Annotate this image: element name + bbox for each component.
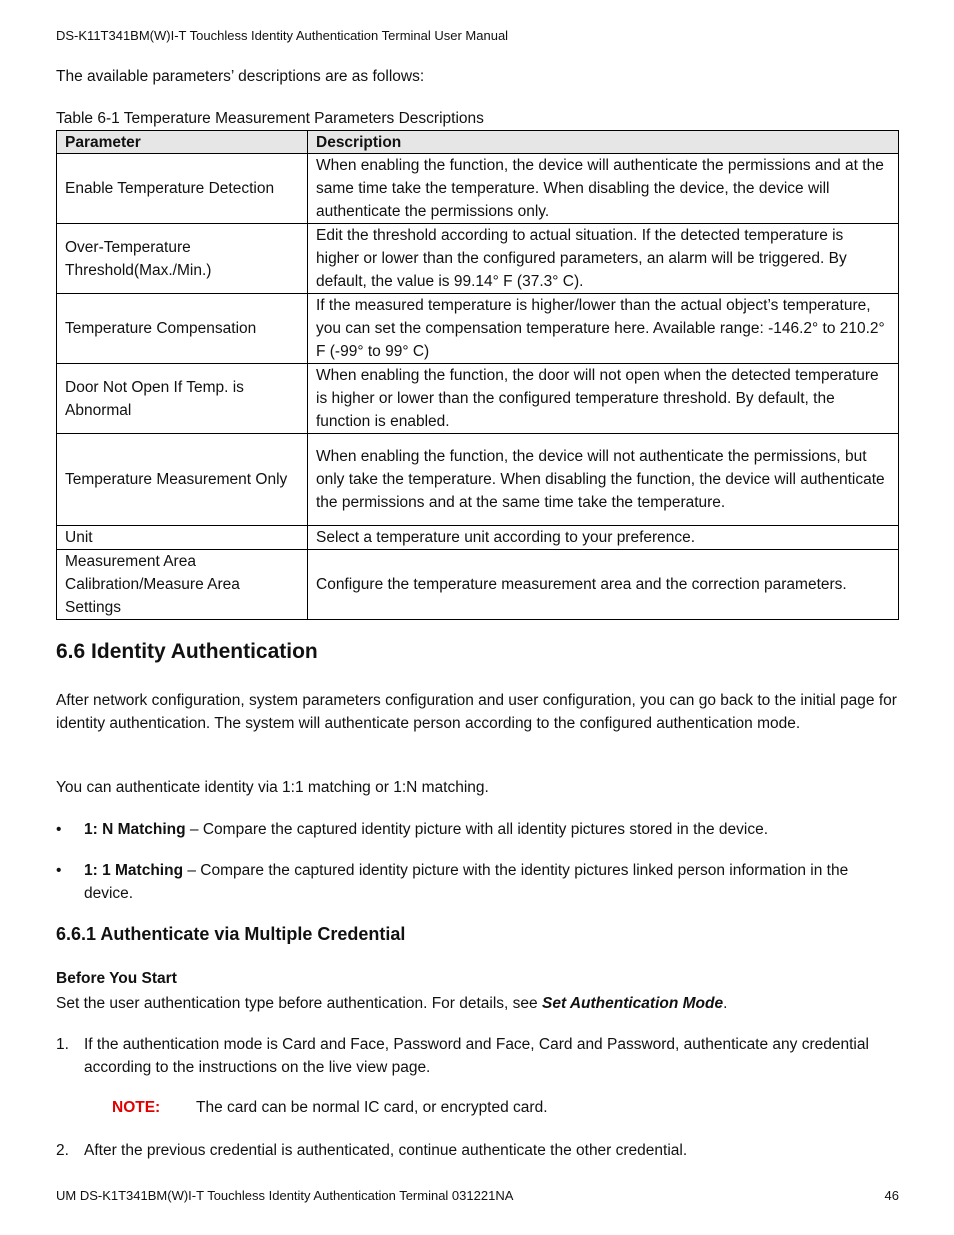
bullet-icon: • (56, 862, 62, 879)
page-number: 46 (884, 1188, 899, 1203)
table-row (57, 550, 899, 620)
section-title: 6.6 Identity Authentication (56, 640, 318, 663)
bullet-description: – Compare the captured identity picture with all identity pictures stored in the device. (185, 821, 769, 838)
note-text: The card can be normal IC card, or encrypted card. (196, 1099, 548, 1116)
table-row (57, 294, 899, 364)
param-cell: Unit (57, 526, 308, 550)
table-row (57, 364, 899, 434)
subsection-title: 6.6.1 Authenticate via Multiple Credential (56, 924, 406, 944)
intro-text: The available parameters’ descriptions are as follows: (56, 68, 425, 85)
table-row (57, 434, 899, 526)
desc-cell: If the measured temperature is higher/lower than the actual object’s temperature, you can set the compensation temperature here. Available range: -146.2° to 210.2° F (-99° to 99° C) (308, 294, 899, 364)
table-header-row (57, 131, 899, 154)
note-label: NOTE: (112, 1099, 161, 1116)
bullet-description: – Compare the captured identity picture with the identity pictures linked person information in the device. (84, 862, 849, 902)
param-cell: Door Not Open If Temp. is Abnormal (57, 364, 308, 434)
param-cell: Enable Temperature Detection (57, 154, 308, 224)
step-number: 2. (56, 1142, 69, 1159)
bullet-text (84, 859, 884, 905)
param-cell: Temperature Measurement Only (57, 434, 308, 526)
step-text: After the previous credential is authenticated, continue authenticate the other credential. (84, 1142, 688, 1159)
table-row (57, 224, 899, 294)
param-cell: Temperature Compensation (57, 294, 308, 364)
page-header: DS-K11T341BM(W)I-T Touchless Identity Authentication Terminal User Manual (56, 28, 509, 43)
bullet-term: 1: N Matching (84, 821, 186, 838)
bullet-term: 1: 1 Matching (84, 862, 184, 879)
parameters-table (56, 130, 899, 620)
header-parameter: Parameter (57, 131, 308, 154)
before-you-start-text (56, 992, 901, 1015)
bullet-icon: • (56, 821, 62, 838)
table-row (57, 154, 899, 224)
before-text-end: . (723, 995, 728, 1012)
authentication-mode-link[interactable]: Set Authentication Mode (541, 995, 724, 1012)
section-paragraph-1: After network configuration, system parameters configuration and user configuration, you can go back to the initial page for identity authentication. The system will authenticate person according to the configured authentication mode. (56, 692, 897, 732)
desc-cell: Select a temperature unit according to your preference. (308, 526, 899, 550)
section-paragraph-2: You can authenticate identity via 1:1 matching or 1:N matching. (56, 779, 489, 796)
desc-cell: When enabling the function, the device will not authenticate the permissions, but only take the temperature. When disabling the function, the device will authenticate the permissions and at the same time take the temperature. (308, 434, 899, 526)
param-cell: Measurement Area Calibration/Measure Area Settings (57, 550, 308, 620)
desc-cell: When enabling the function, the door will not open when the detected temperature is higher or lower than the configured temperature threshold. By default, the function is enabled. (308, 364, 899, 434)
note (112, 1099, 548, 1117)
param-cell: Over-Temperature Threshold(Max./Min.) (57, 224, 308, 294)
before-text: Set the user authentication type before authentication. For details, see (56, 995, 542, 1012)
table-caption: Table 6-1 Temperature Measurement Parameters Descriptions (56, 110, 484, 127)
step-text: If the authentication mode is Card and Face, Password and Face, Card and Password, authenticate any credential according to the instructions on the live view page. (84, 1036, 869, 1076)
step-number: 1. (56, 1036, 69, 1053)
before-you-start-heading: Before You Start (56, 970, 177, 987)
page-footer (56, 1188, 899, 1203)
header-description: Description (308, 131, 899, 154)
desc-cell: Configure the temperature measurement area and the correction parameters. (308, 550, 899, 620)
bullet-text (84, 818, 884, 841)
footer-text: UM DS-K1T341BM(W)I-T Touchless Identity Authentication Terminal 031221NA (56, 1188, 514, 1203)
desc-cell: Edit the threshold according to actual situation. If the detected temperature is higher or lower than the configured parameters, an alarm will be triggered. By default, the value is 99.14° F (37.3° C). (308, 224, 899, 294)
table-row (57, 526, 899, 550)
desc-cell: When enabling the function, the device will authenticate the permissions and at the same time take the temperature. When disabling the device, the device will authenticate the permissions only. (308, 154, 899, 224)
